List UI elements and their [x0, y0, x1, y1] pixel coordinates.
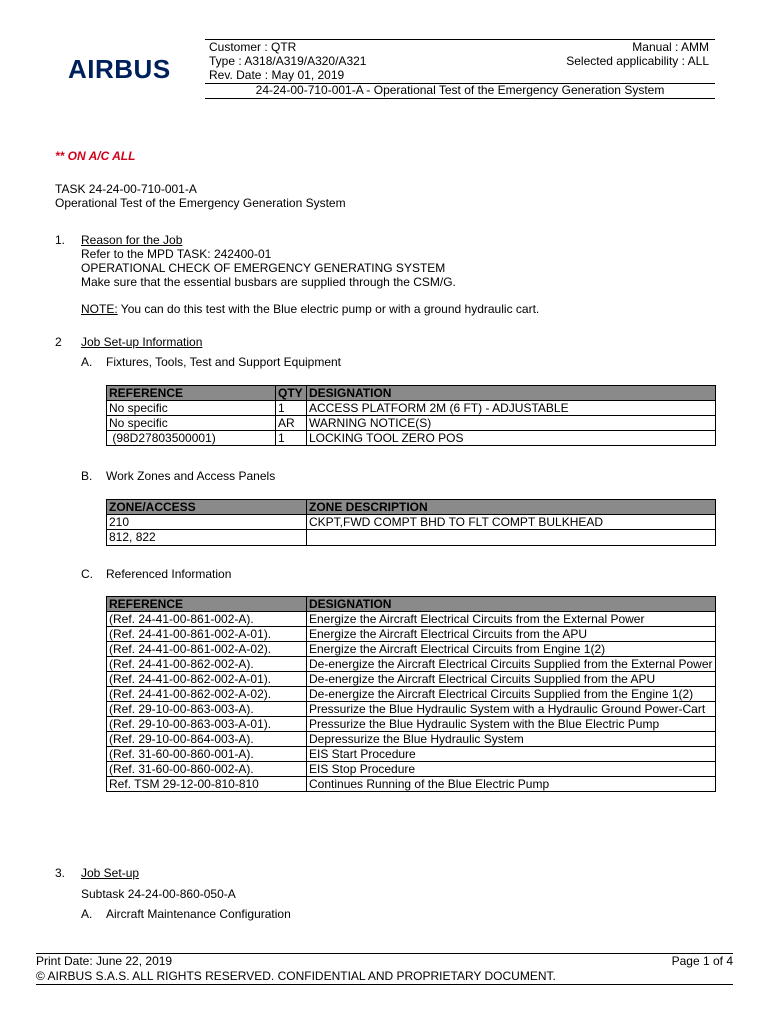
effectivity-label: ** ON A/C ALL	[55, 149, 136, 163]
table-cell: Energize the Aircraft Electrical Circuits from the APU	[307, 627, 716, 642]
subsection-c-title: Referenced Information	[106, 567, 232, 581]
section-1-line: Make sure that the essential busbars are supplied through the CSM/G.	[81, 275, 456, 289]
table-cell: 210	[107, 515, 307, 530]
table-cell: (Ref. 24-41-00-862-002-A-01).	[107, 672, 307, 687]
table-row	[107, 416, 716, 431]
section-1-line: Refer to the MPD TASK: 242400-01	[81, 247, 272, 261]
table-row	[107, 777, 716, 792]
table-header-row	[107, 597, 716, 612]
section-3-heading: Job Set-up	[81, 866, 140, 880]
section-2-heading: Job Set-up Information	[81, 335, 203, 349]
note-label: NOTE:	[81, 302, 118, 316]
header-row-1	[209, 40, 709, 54]
copyright-notice: © AIRBUS S.A.S. ALL RIGHTS RESERVED. CONFIDENTIAL AND PROPRIETARY DOCUMENT.	[36, 969, 556, 983]
header-bottom-rule	[205, 98, 715, 99]
table-cell: Pressurize the Blue Hydraulic System with the Blue Electric Pump	[307, 717, 716, 732]
table-cell: (Ref. 24-41-00-862-002-A).	[107, 657, 307, 672]
table-row	[107, 672, 716, 687]
table-cell: (Ref. 29-10-00-864-003-A).	[107, 732, 307, 747]
task-id: TASK 24-24-00-710-001-A	[55, 182, 197, 196]
table-row	[107, 612, 716, 627]
table-row	[107, 657, 716, 672]
column-header: QTY	[276, 386, 307, 401]
customer-label: Customer : QTR	[209, 40, 297, 54]
subsection-a-label: A.	[81, 907, 93, 921]
rev-date-label: Rev. Date : May 01, 2019	[209, 68, 345, 82]
footer-bottom-rule	[36, 984, 733, 985]
table-cell: 1	[276, 401, 307, 416]
column-header: DESIGNATION	[307, 597, 716, 612]
header-row-3	[209, 68, 709, 82]
table-cell: (98D27803500001)	[107, 431, 276, 446]
table-cell: Pressurize the Blue Hydraulic System with a Hydraulic Ground Power-Cart	[307, 702, 716, 717]
table-row	[107, 717, 716, 732]
footer-row-1	[36, 954, 733, 968]
table-cell: Energize the Aircraft Electrical Circuits from Engine 1(2)	[307, 642, 716, 657]
table-cell: (Ref. 24-41-00-862-002-A-02).	[107, 687, 307, 702]
table-cell: De-energize the Aircraft Electrical Circuits Supplied from the External Power	[307, 657, 716, 672]
column-header: ZONE DESCRIPTION	[307, 500, 716, 515]
subtask-id: Subtask 24-24-00-860-050-A	[81, 887, 236, 901]
section-1-note	[81, 302, 539, 316]
table-row	[107, 515, 716, 530]
table-cell: No specific	[107, 401, 276, 416]
table-cell: 812, 822	[107, 530, 307, 546]
section-1-line: OPERATIONAL CHECK OF EMERGENCY GENERATING SYSTEM	[81, 261, 446, 275]
table-row	[107, 642, 716, 657]
subsection-b-label: B.	[81, 469, 93, 483]
column-header: REFERENCE	[107, 386, 276, 401]
section-1-heading: Reason for the Job	[81, 233, 183, 247]
section-2-number: 2	[55, 335, 62, 349]
table-header-row	[107, 386, 716, 401]
section-1-number: 1.	[55, 233, 66, 247]
table-cell: (Ref. 29-10-00-863-003-A).	[107, 702, 307, 717]
equipment-table	[106, 385, 716, 446]
type-label: Type : A318/A319/A320/A321	[209, 54, 367, 68]
airbus-logo: AIRBUS	[68, 54, 171, 84]
subsection-c-label: C.	[81, 567, 93, 581]
table-cell: (Ref. 29-10-00-863-003-A-01).	[107, 717, 307, 732]
table-cell: EIS Start Procedure	[307, 747, 716, 762]
column-header: DESIGNATION	[307, 386, 716, 401]
table-cell: No specific	[107, 416, 276, 431]
subsection-a-label: A.	[81, 355, 93, 369]
subsection-a-title: Fixtures, Tools, Test and Support Equipment	[106, 355, 342, 369]
table-cell: (Ref. 24-41-00-861-002-A-02).	[107, 642, 307, 657]
table-cell: EIS Stop Procedure	[307, 762, 716, 777]
table-cell: Continues Running of the Blue Electric Pump	[307, 777, 716, 792]
applicability-label: Selected applicability : ALL	[566, 54, 709, 68]
subsection-a-title: Aircraft Maintenance Configuration	[106, 907, 291, 921]
print-date: Print Date: June 22, 2019	[36, 954, 173, 968]
table-row	[107, 762, 716, 777]
table-row	[107, 687, 716, 702]
table-row	[107, 747, 716, 762]
table-cell: (Ref. 31-60-00-860-002-A).	[107, 762, 307, 777]
table-cell: Energize the Aircraft Electrical Circuits from the External Power	[307, 612, 716, 627]
document-title: 24-24-00-710-001-A - Operational Test of the Emergency Generation System	[255, 83, 665, 97]
subsection-b-title: Work Zones and Access Panels	[106, 469, 276, 483]
table-row	[107, 401, 716, 416]
task-title: Operational Test of the Emergency Generation System	[55, 196, 346, 210]
table-cell: Ref. TSM 29-12-00-810-810	[107, 777, 307, 792]
header-row-2	[209, 54, 709, 68]
page-number: Page 1 of 4	[671, 954, 733, 968]
table-cell: De-energize the Aircraft Electrical Circuits Supplied from the APU	[307, 672, 716, 687]
table-cell: WARNING NOTICE(S)	[307, 416, 716, 431]
manual-label: Manual : AMM	[632, 40, 709, 54]
table-cell: CKPT,FWD COMPT BHD TO FLT COMPT BULKHEAD	[307, 515, 716, 530]
table-row	[107, 627, 716, 642]
column-header: ZONE/ACCESS	[107, 500, 307, 515]
table-row	[107, 431, 716, 446]
table-cell: Depressurize the Blue Hydraulic System	[307, 732, 716, 747]
table-cell: AR	[276, 416, 307, 431]
table-cell: (Ref. 24-41-00-861-002-A-01).	[107, 627, 307, 642]
references-table	[106, 596, 716, 792]
table-row	[107, 732, 716, 747]
table-cell: LOCKING TOOL ZERO POS	[307, 431, 716, 446]
note-text: You can do this test with the Blue electric pump or with a ground hydraulic cart.	[117, 302, 540, 316]
table-row	[107, 702, 716, 717]
section-3-number: 3.	[55, 866, 66, 880]
table-cell: De-energize the Aircraft Electrical Circuits Supplied from the Engine 1(2)	[307, 687, 716, 702]
table-cell: 1	[276, 431, 307, 446]
zones-table	[106, 499, 716, 546]
column-header: REFERENCE	[107, 597, 307, 612]
table-row	[107, 530, 716, 546]
table-header-row	[107, 500, 716, 515]
table-cell: (Ref. 24-41-00-861-002-A).	[107, 612, 307, 627]
table-cell	[307, 530, 716, 546]
table-cell: ACCESS PLATFORM 2M (6 FT) - ADJUSTABLE	[307, 401, 716, 416]
table-cell: (Ref. 31-60-00-860-001-A).	[107, 747, 307, 762]
